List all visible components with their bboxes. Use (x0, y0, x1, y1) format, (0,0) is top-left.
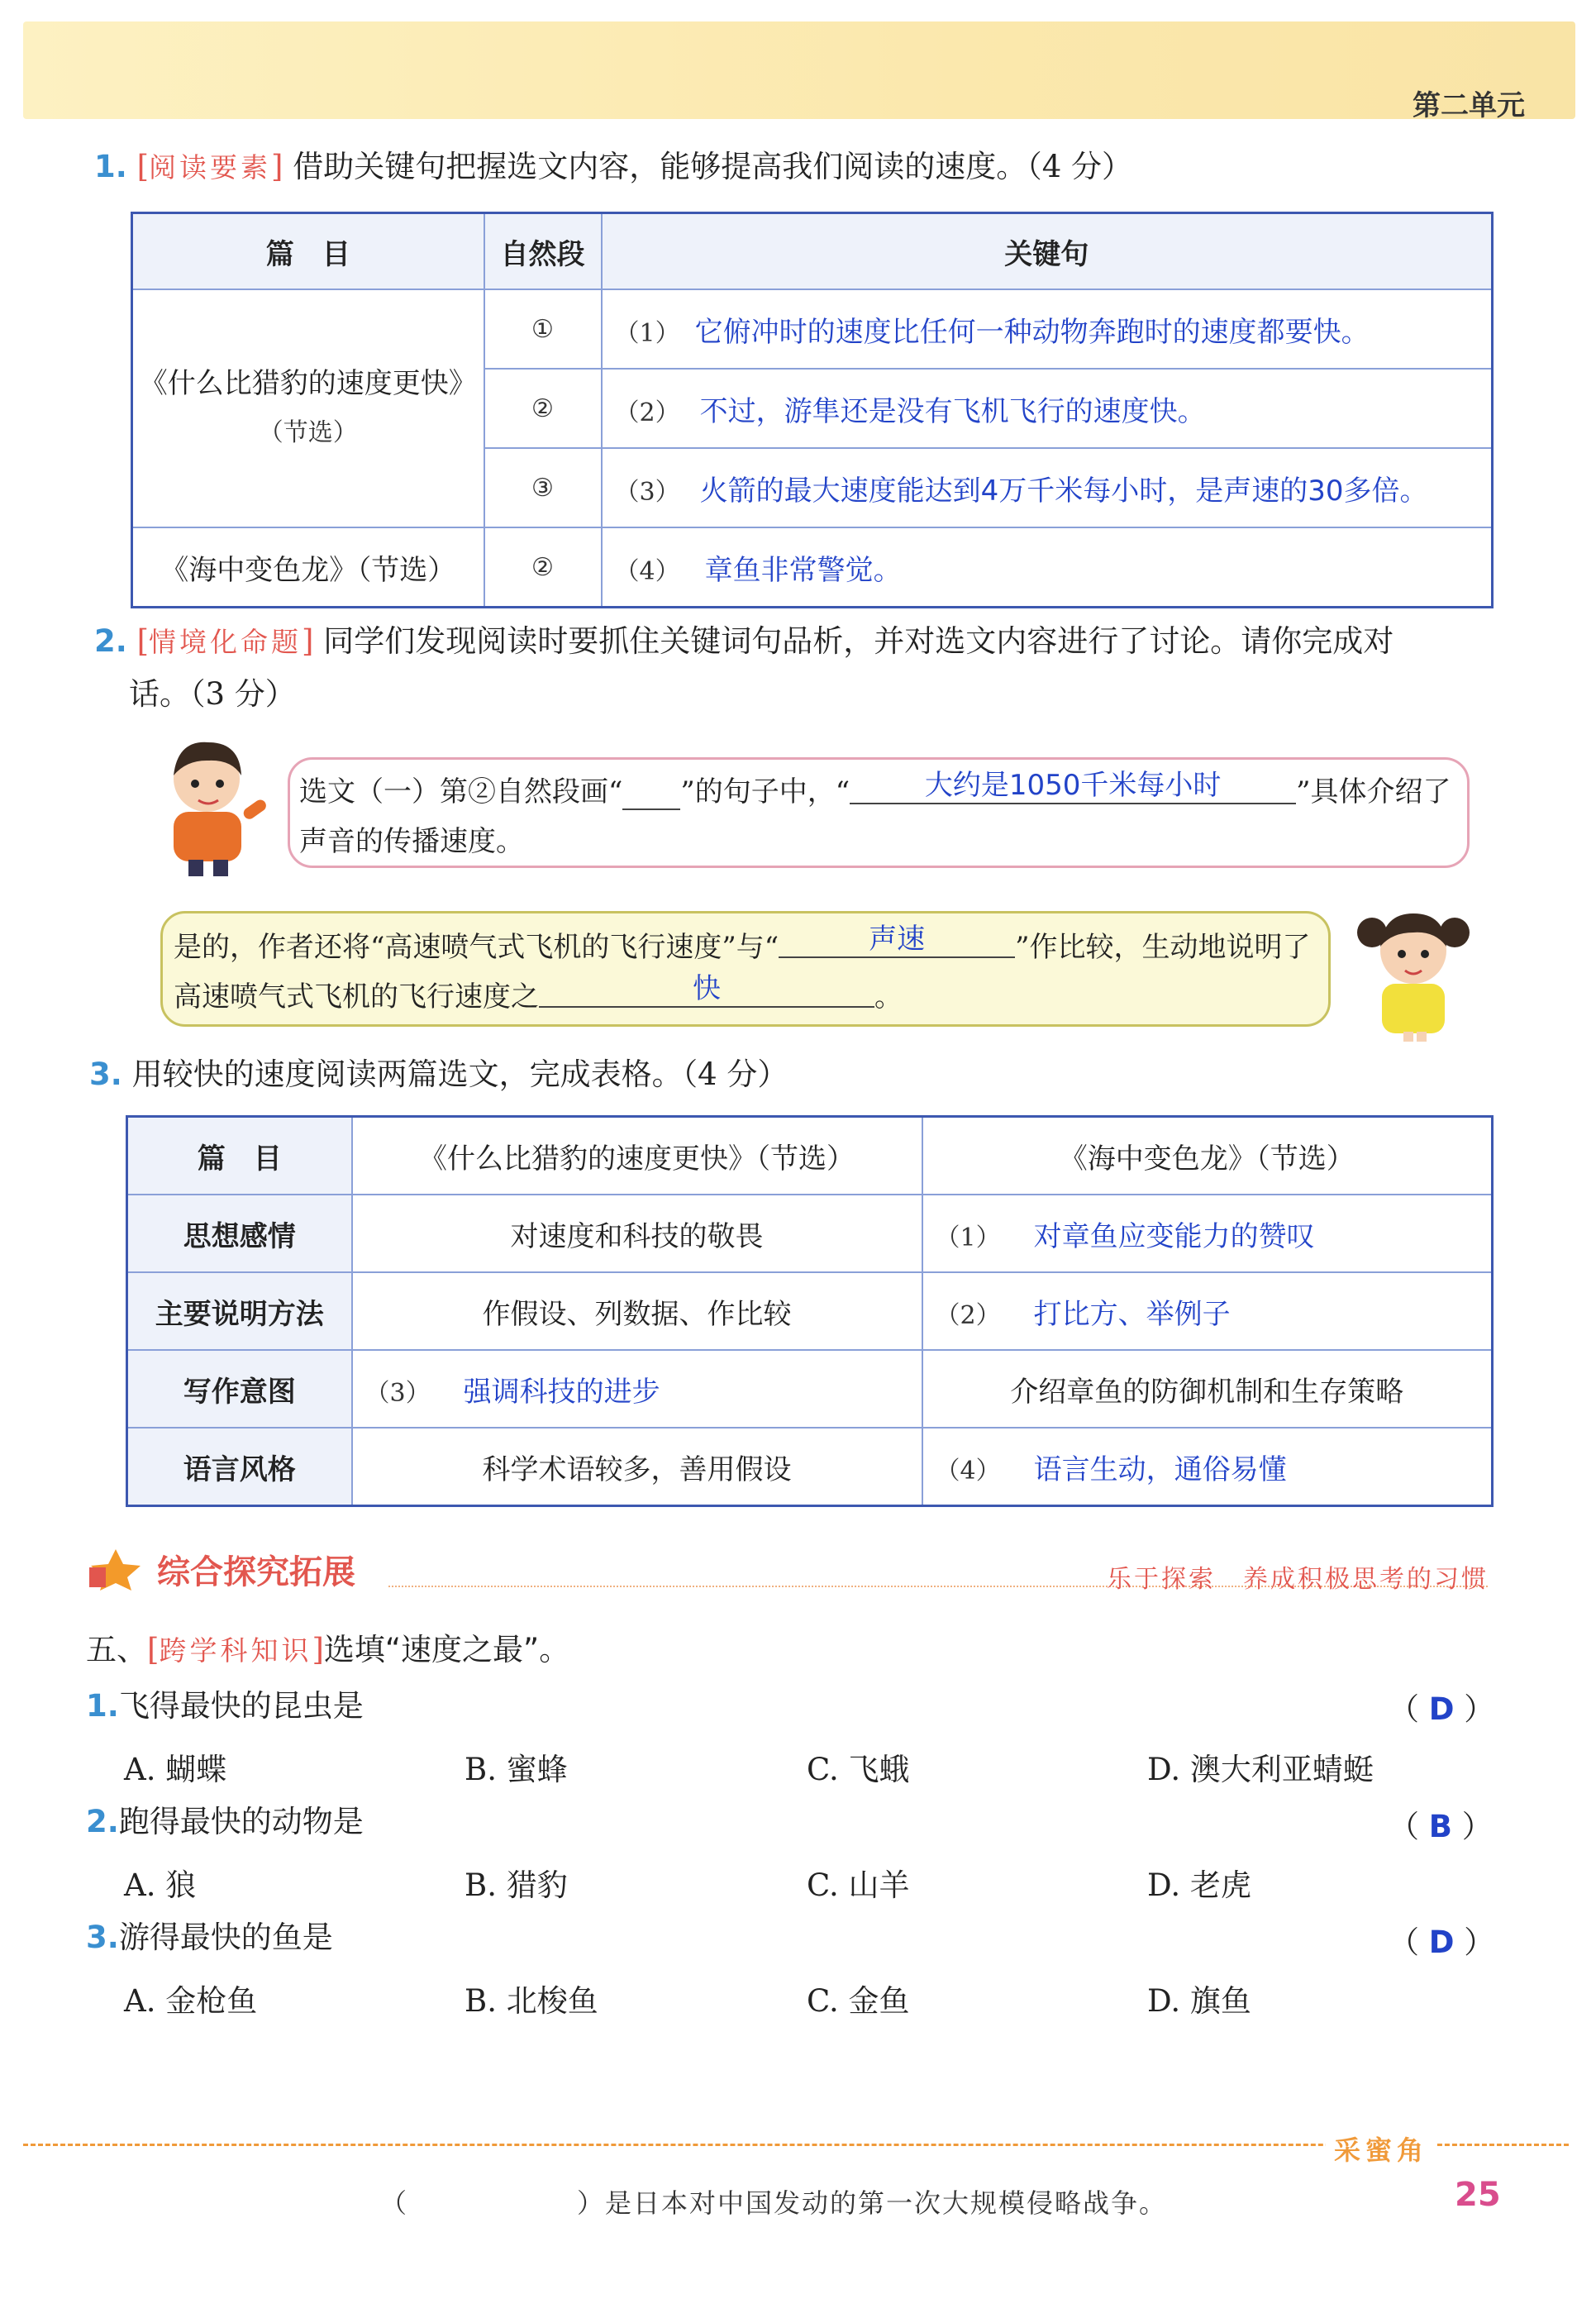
handwritten-answer: 火箭的最大速度能达到4万千米每小时，是声速的30多倍。 (699, 474, 1428, 508)
option-c: C. 山羊 (807, 1867, 910, 1903)
bubble-text: ”具体介绍了 (1296, 775, 1451, 808)
paragraph-number: ② (484, 369, 602, 448)
handwritten-answer: 章鱼非常警觉。 (704, 553, 902, 587)
bubble-line-1 (299, 769, 1456, 811)
question-tag: 情境化命题 (149, 626, 303, 658)
handwritten-answer: 快 (539, 966, 874, 1008)
page-number: 25 (1455, 2176, 1501, 2214)
blank (622, 775, 680, 810)
handwritten-answer: D (1428, 1691, 1455, 1727)
table-cell: 作假设、列数据、作比较 (352, 1272, 922, 1350)
bubble-line-1 (174, 924, 1322, 966)
table-header: 自然段 (484, 213, 602, 290)
handwritten-answer: 不过，游隼还是没有飞机飞行的速度快。 (699, 394, 1206, 428)
question-text: 同学们发现阅读时要抓住关键词句品析，并对选文内容进行了讨论。请你完成对 (323, 623, 1394, 659)
question-text-cont: 话。（3 分） (129, 676, 296, 712)
footer-label: 采蜜角 (1326, 2130, 1436, 2168)
row-label: 主要说明方法 (127, 1272, 352, 1350)
answer-index: （1） (935, 1223, 1001, 1252)
answer-index: （2） (935, 1300, 1001, 1330)
option-d: D. 老虎 (1147, 1867, 1251, 1903)
paragraph-number: ② (484, 527, 602, 608)
table-row (132, 527, 1493, 608)
handwritten-answer: 大约是1050千米每小时 (850, 762, 1296, 804)
boy-illustration (149, 736, 273, 876)
handwritten-answer: 对章鱼应变能力的赞叹 (1033, 1219, 1315, 1253)
bubble-text: 是的，作者还将“高速喷气式飞机的飞行速度”与“ (174, 931, 779, 964)
option-a: A. 蝴蝶 (124, 1752, 227, 1787)
answer-bracket: （ D ） (1389, 1691, 1495, 1727)
paragraph-number: ③ (484, 448, 602, 527)
question-number: 3. (89, 1056, 122, 1092)
handwritten-answer: B (1428, 1809, 1452, 1844)
star-icon (86, 1548, 145, 1591)
article-title: 《海中变色龙》（节选） (132, 527, 484, 608)
table-header-row (127, 1117, 1493, 1195)
bubble-text: 高速喷气式飞机的飞行速度之 (174, 980, 539, 1014)
header-band (23, 21, 1575, 119)
section-slogan: 乐于探索 养成积极思考的习惯 (1107, 1565, 1489, 1594)
mc-question (86, 1686, 364, 1726)
girl-illustration (1355, 901, 1471, 1042)
question-text: 跑得最快的动物是 (118, 1804, 364, 1839)
question-number: 2. (94, 623, 127, 659)
question-tag: 阅读要素 (149, 151, 272, 184)
table-row (127, 1350, 1493, 1428)
question-number: 2. (86, 1804, 119, 1839)
handwritten-answer: 它俯冲时的速度比任何一种动物奔跑时的速度都要快。 (694, 315, 1370, 349)
question-text: 飞得最快的昆虫是 (118, 1688, 364, 1724)
column-header: 《什么比猎豹的速度更快》（节选） (352, 1117, 922, 1195)
question-number: 1. (86, 1688, 119, 1724)
bubble-text: 声音的传播速度。 (299, 825, 524, 858)
answer-cell (922, 1272, 1493, 1350)
question-text: 游得最快的鱼是 (118, 1920, 333, 1955)
key-sentence-cell (602, 527, 1493, 608)
handwritten-answer: D (1428, 1925, 1455, 1960)
bubble-line-2 (174, 974, 1322, 1016)
bubble-text: ”作比较，生动地说明了 (1015, 931, 1311, 964)
footer-note: （ ）是日本对中国发动的第一次大规模侵略战争。 (380, 2187, 1168, 2219)
question-text: 用较快的速度阅读两篇选文，完成表格。（4 分） (131, 1056, 788, 1092)
bubble-text: ”的句子中，“ (680, 775, 850, 808)
row-label: 语言风格 (127, 1428, 352, 1506)
question-prefix: 五、 (86, 1632, 147, 1667)
question-number: 1. (94, 149, 127, 184)
option-c: C. 飞蛾 (807, 1752, 910, 1787)
question-number: 3. (86, 1920, 119, 1955)
question-text: 选填“速度之最”。 (323, 1632, 570, 1667)
answer-index: （4） (614, 556, 680, 586)
answer-index: （3） (364, 1378, 431, 1408)
row-label: 写作意图 (127, 1350, 352, 1428)
handwritten-answer: 打比方、举例子 (1033, 1297, 1231, 1331)
table-cell: 对速度和科技的敬畏 (352, 1195, 922, 1272)
answer-cell (352, 1350, 922, 1428)
question-1: 1. [阅读要素] 借助关键句把握选文内容，能够提高我们阅读的速度。（4 分） (94, 149, 1133, 184)
key-sentence-cell (602, 448, 1493, 527)
table-row (127, 1272, 1493, 1350)
article-title: 《什么比猎豹的速度更快》 (139, 367, 477, 400)
table-cell: 介绍章鱼的防御机制和生存策略 (922, 1350, 1493, 1428)
bubble-text: 选文（一）第②自然段画“ (299, 775, 623, 808)
section-title: 综合探究拓展 (157, 1553, 355, 1591)
answer-bracket: （ B ） (1389, 1809, 1493, 1844)
option-a: A. 金枪鱼 (124, 1983, 258, 2019)
column-header: 《海中变色龙》（节选） (922, 1117, 1493, 1195)
table-row (132, 289, 1493, 369)
key-sentence-cell (602, 289, 1493, 369)
answer-index: （4） (935, 1456, 1001, 1486)
row-label: 篇 目 (127, 1117, 352, 1195)
article-subtitle: （节选） (258, 418, 358, 447)
option-b: B. 猎豹 (465, 1867, 568, 1903)
article-title-cell (132, 289, 484, 527)
answer-bracket: （ D ） (1389, 1925, 1495, 1960)
answer-index: （3） (614, 477, 680, 507)
option-d: D. 澳大利亚蜻蜓 (1147, 1752, 1374, 1787)
unit-title: 第二单元 (1413, 89, 1525, 122)
option-c: C. 金鱼 (807, 1983, 910, 2019)
option-a: A. 狼 (124, 1867, 197, 1903)
table-cell: 科学术语较多，善用假设 (352, 1428, 922, 1506)
answer-index: （1） (614, 318, 680, 348)
question-2: 2. [情境化命题] 同学们发现阅读时要抓住关键词句品析，并对选文内容进行了讨论。请你完成对 (94, 623, 1394, 659)
question-text: 借助关键句把握选文内容，能够提高我们阅读的速度。（4 分） (293, 149, 1133, 184)
mc-question (86, 1918, 333, 1958)
option-b: B. 北梭鱼 (465, 1983, 598, 2019)
table-header: 篇 目 (132, 213, 484, 290)
option-b: B. 蜜蜂 (465, 1752, 568, 1787)
question-3 (89, 1055, 788, 1095)
question-tag: 跨学科知识 (159, 1634, 312, 1667)
option-d: D. 旗鱼 (1147, 1983, 1251, 2019)
key-sentence-cell (602, 369, 1493, 448)
handwritten-answer: 声速 (779, 916, 1015, 958)
handwritten-answer: 强调科技的进步 (463, 1375, 660, 1409)
answer-cell (922, 1195, 1493, 1272)
answer-cell (922, 1428, 1493, 1506)
row-label: 思想感情 (127, 1195, 352, 1272)
table-header: 关键句 (602, 213, 1493, 290)
paragraph-number: ① (484, 289, 602, 369)
table-row (127, 1195, 1493, 1272)
key-sentence-table (131, 212, 1494, 608)
handwritten-answer: 语言生动，通俗易懂 (1033, 1452, 1287, 1486)
table-header-row (132, 213, 1493, 290)
question-5: 五、[跨学科知识]选填“速度之最”。 (86, 1632, 570, 1667)
comparison-table (126, 1115, 1494, 1507)
table-row (127, 1428, 1493, 1506)
answer-index: （2） (614, 398, 680, 427)
mc-question (86, 1802, 364, 1842)
bubble-text: 。 (874, 980, 903, 1014)
